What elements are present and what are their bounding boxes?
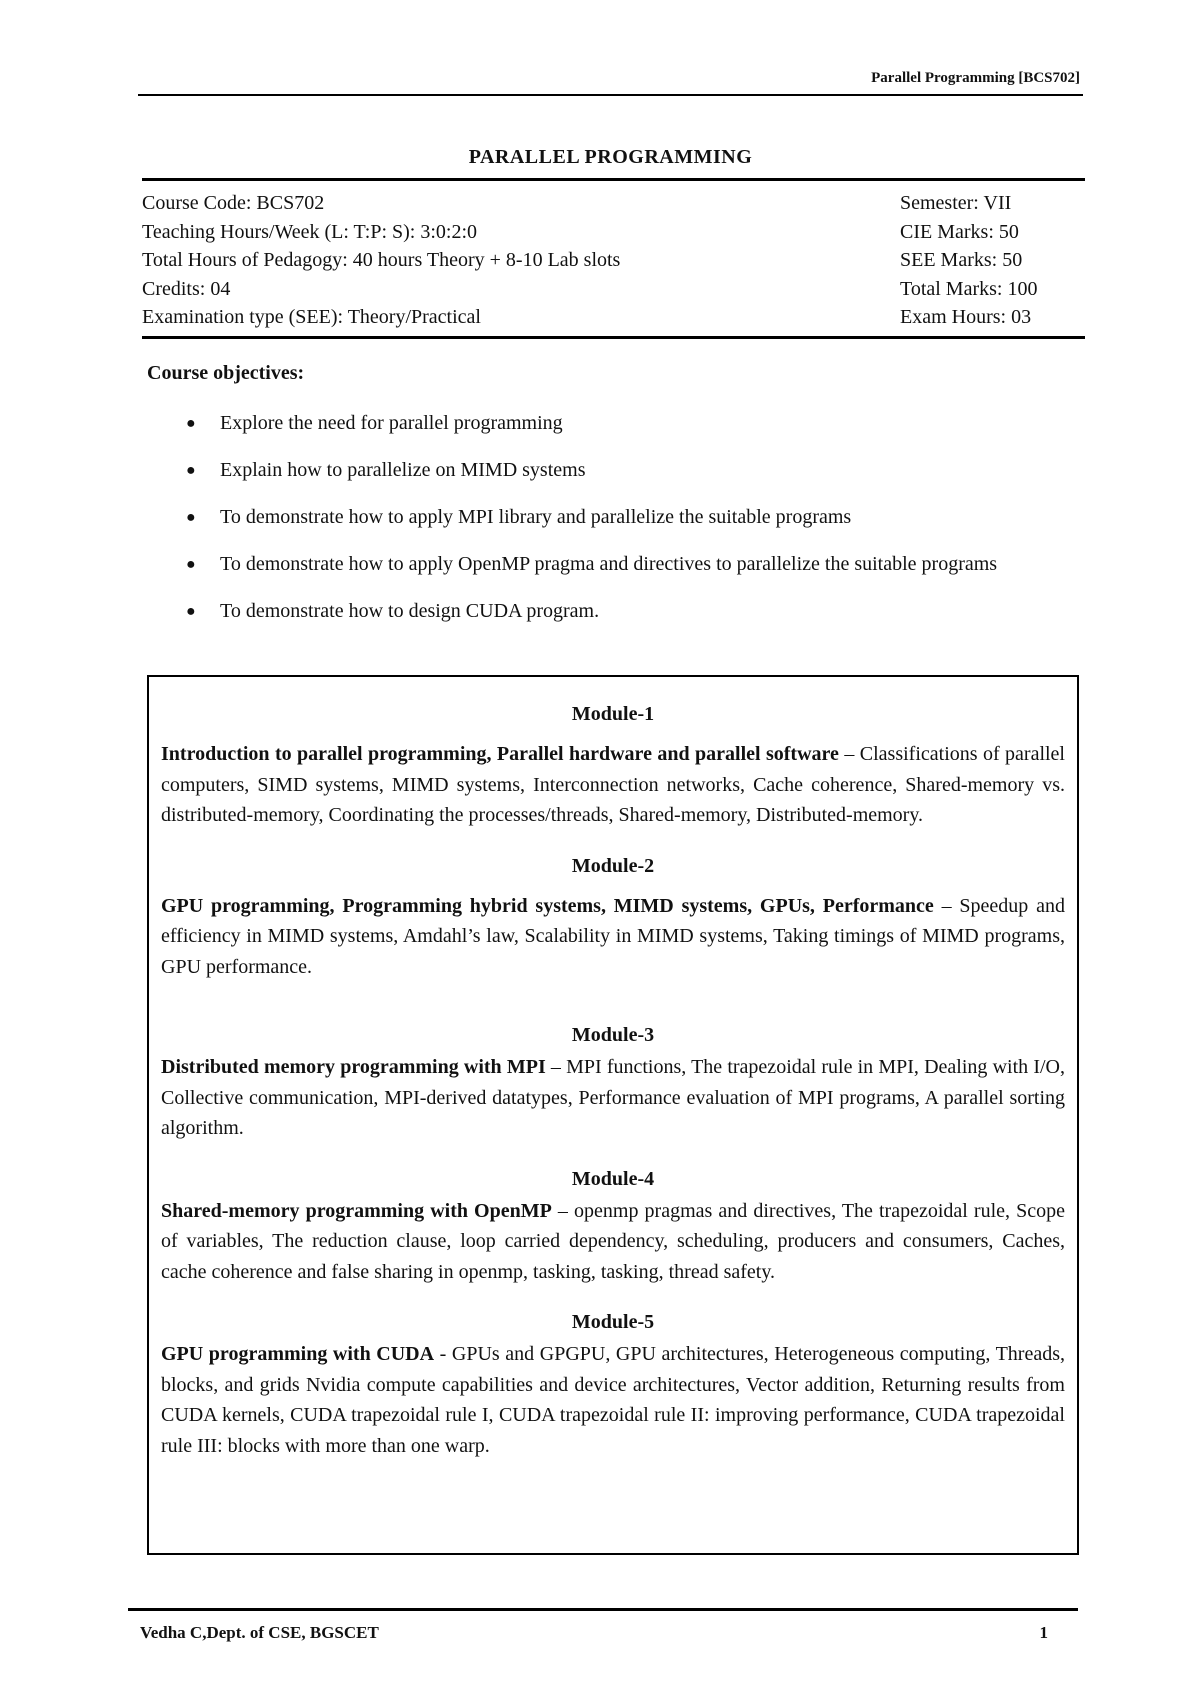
semester: Semester: VII bbox=[900, 192, 1012, 214]
module-title: Module-4 bbox=[571, 1167, 655, 1190]
list-item bbox=[150, 545, 1080, 584]
course-info-row bbox=[142, 218, 1085, 247]
module-title: Module-2 bbox=[571, 854, 655, 877]
examination-type: Examination type (SEE): Theory/Practical bbox=[142, 306, 481, 328]
module-title: Module-3 bbox=[571, 1024, 655, 1046]
teaching-hours: Teaching Hours/Week (L: T:P: S): 3:0:2:0 bbox=[142, 220, 478, 243]
module-body bbox=[161, 1052, 1065, 1144]
bullet-icon: ● bbox=[186, 509, 196, 526]
list-item bbox=[150, 451, 1080, 490]
total-hours: Total Hours of Pedagogy: 40 hours Theory + 8-10 Lab slots bbox=[142, 249, 621, 271]
course-info-row bbox=[142, 246, 1085, 275]
total-marks: Total Marks: 100 bbox=[900, 277, 1038, 300]
module-topic: Distributed memory programming with MPI bbox=[161, 1056, 546, 1078]
module-1 bbox=[161, 699, 1065, 831]
exam-hours: Exam Hours: 03 bbox=[900, 306, 1032, 328]
course-code: Course Code: BCS702 bbox=[142, 192, 325, 214]
module-title: Module-5 bbox=[571, 1311, 655, 1333]
list-item bbox=[150, 592, 1080, 631]
list-item bbox=[150, 498, 1080, 537]
running-header: Parallel Programming [BCS702] bbox=[871, 70, 1080, 86]
footer-author: Vedha C,Dept. of CSE, BGSCET bbox=[140, 1623, 379, 1642]
bullet-icon: ● bbox=[186, 556, 196, 573]
module-content: – Speedup and efficiency in MIMD systems, Amdahl’s law, Scalability in MIMD systems, Taking timings of MIMD programs, GPU performance. bbox=[161, 894, 1065, 978]
credits: Credits: 04 bbox=[142, 277, 231, 300]
module-body bbox=[161, 891, 1065, 983]
module-content: – Classifications of parallel computers, SIMD systems, MIMD systems, Interconnection networks, Cache coherence, Shared-memory vs. distributed-memory, Coordinating the processes/threads, Shared-memory, Distributed-memory. bbox=[161, 743, 1065, 826]
objective-text: To demonstrate how to apply OpenMP pragma and directives to parallelize the suitable programs bbox=[220, 553, 998, 575]
see-marks: SEE Marks: 50 bbox=[900, 249, 1023, 271]
objective-text: To demonstrate how to apply MPI library and parallelize the suitable programs bbox=[220, 506, 852, 528]
bullet-icon: ● bbox=[186, 462, 196, 479]
module-topic: GPU programming, Programming hybrid systems, MIMD systems, GPUs, Performance bbox=[161, 894, 934, 917]
module-content: - GPUs and GPGPU, GPU architectures, Heterogeneous computing, Threads, blocks, and grids Nvidia compute capabilities and device architectures, Vector addition, Returning results from CUDA kernels, CUDA trapezoidal rule I, CUDA trapezoidal rule II: improving performance, CUDA trapezoidal rule III: blocks with more than one warp. bbox=[161, 1343, 1065, 1457]
objective-text: To demonstrate how to design CUDA program. bbox=[220, 600, 600, 622]
modules-box bbox=[147, 675, 1079, 1555]
module-topic: Shared-memory programming with OpenMP bbox=[161, 1199, 552, 1222]
objective-text: Explore the need for parallel programming bbox=[220, 412, 563, 434]
module-3 bbox=[161, 1020, 1065, 1144]
list-item bbox=[150, 404, 1080, 443]
page-number: 1 bbox=[1039, 1623, 1048, 1642]
module-topic: GPU programming with CUDA bbox=[161, 1343, 435, 1365]
course-info-block bbox=[142, 178, 1085, 339]
module-2 bbox=[161, 851, 1065, 983]
header-rule bbox=[138, 94, 1083, 96]
module-body bbox=[161, 1196, 1065, 1288]
module-content: – MPI functions, The trapezoidal rule in MPI, Dealing with I/O, Collective communication, MPI-derived datatypes, Performance evaluation of MPI programs, A parallel sorting algorithm. bbox=[161, 1056, 1065, 1139]
cie-marks: CIE Marks: 50 bbox=[900, 220, 1019, 243]
module-content: – openmp pragmas and directives, The trapezoidal rule, Scope of variables, The reduction clause, loop carried dependency, scheduling, producers and consumers, Caches, cache coherence and false sharing in openmp, tasking, tasking, thread safety. bbox=[161, 1199, 1065, 1283]
course-info-row bbox=[142, 189, 1085, 218]
course-info-row bbox=[142, 303, 1085, 332]
bullet-icon: ● bbox=[186, 415, 196, 432]
course-info-row bbox=[142, 275, 1085, 304]
objectives-list bbox=[150, 404, 1080, 639]
page-title: PARALLEL PROGRAMMING bbox=[468, 146, 753, 168]
module-topic: Introduction to parallel programming, Parallel hardware and parallel software bbox=[161, 743, 839, 765]
module-body bbox=[161, 1339, 1065, 1461]
module-4 bbox=[161, 1164, 1065, 1288]
footer-rule bbox=[128, 1608, 1078, 1611]
objective-text: Explain how to parallelize on MIMD systems bbox=[220, 459, 586, 481]
bullet-icon: ● bbox=[186, 603, 196, 620]
module-title: Module-1 bbox=[571, 703, 655, 725]
objectives-heading: Course objectives: bbox=[147, 362, 305, 384]
module-5 bbox=[161, 1307, 1065, 1461]
module-body bbox=[161, 739, 1065, 831]
